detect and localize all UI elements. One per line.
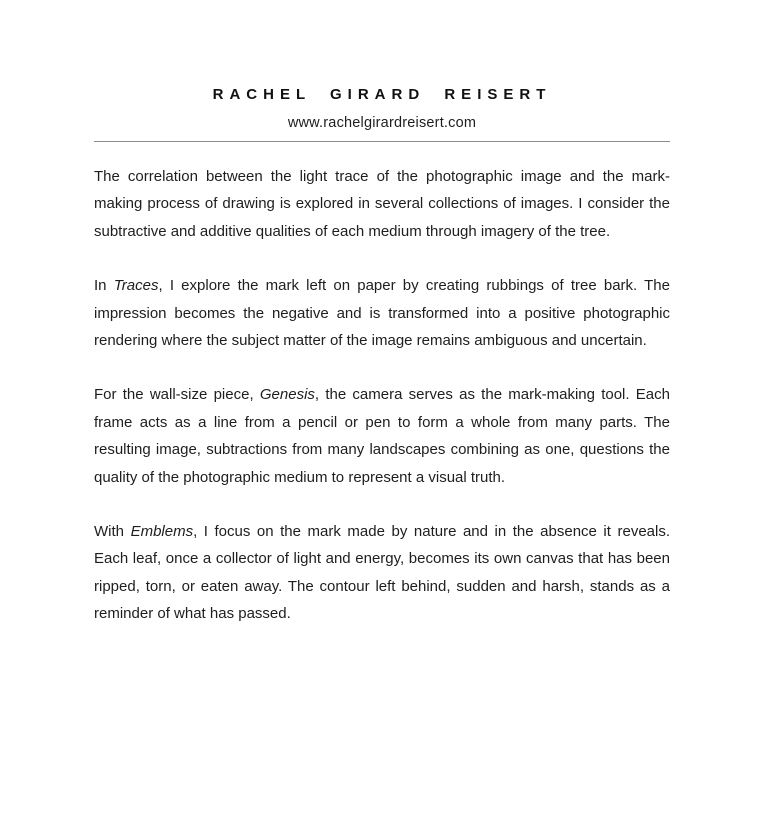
statement-text: With	[94, 523, 131, 541]
statement-paragraph	[94, 163, 670, 245]
statement-paragraph	[94, 518, 670, 628]
work-title: Traces	[113, 277, 159, 295]
website-url: www.rachelgirardreisert.com	[287, 115, 477, 131]
statement-text: The correlation between the light trace of the photographic image and the mark-making process of drawing is explored in several collections of images. I consider the subtractive and additive qualities of each medium through imagery of the tree.	[94, 168, 670, 240]
header-divider	[94, 141, 670, 142]
statement-text: , the camera serves as the mark-making tool. Each frame acts as a line from a pencil or pen to form a whole from many parts. The resulting image, subtractions from many landscapes combining as one, questions the quality of the photographic medium to represent a visual truth.	[94, 386, 670, 486]
statement-text: , I explore the mark left on paper by creating rubbings of tree bark. The impression becomes the negative and is transformed into a positive photographic rendering where the subject matter of the image remains ambiguous and uncertain.	[94, 277, 670, 350]
artist-statement-page	[0, 86, 763, 824]
statement-text: For the wall-size piece,	[94, 386, 260, 404]
statement-paragraph	[94, 272, 670, 354]
work-title: Genesis	[259, 386, 315, 404]
work-title: Emblems	[130, 523, 194, 541]
statement-text: In	[94, 277, 114, 295]
statement-paragraph	[94, 381, 670, 491]
page-header	[94, 86, 670, 142]
statement-text: , I focus on the mark made by nature and in the absence it reveals. Each leaf, once a collector of light and energy, becomes its own canvas that has been ripped, torn, or eaten away. The contour left behind, sudden and harsh, stands as a reminder of what has passed.	[94, 523, 670, 623]
statement-body	[94, 163, 670, 628]
artist-name-title: RACHEL GIRARD REISERT	[212, 86, 552, 103]
